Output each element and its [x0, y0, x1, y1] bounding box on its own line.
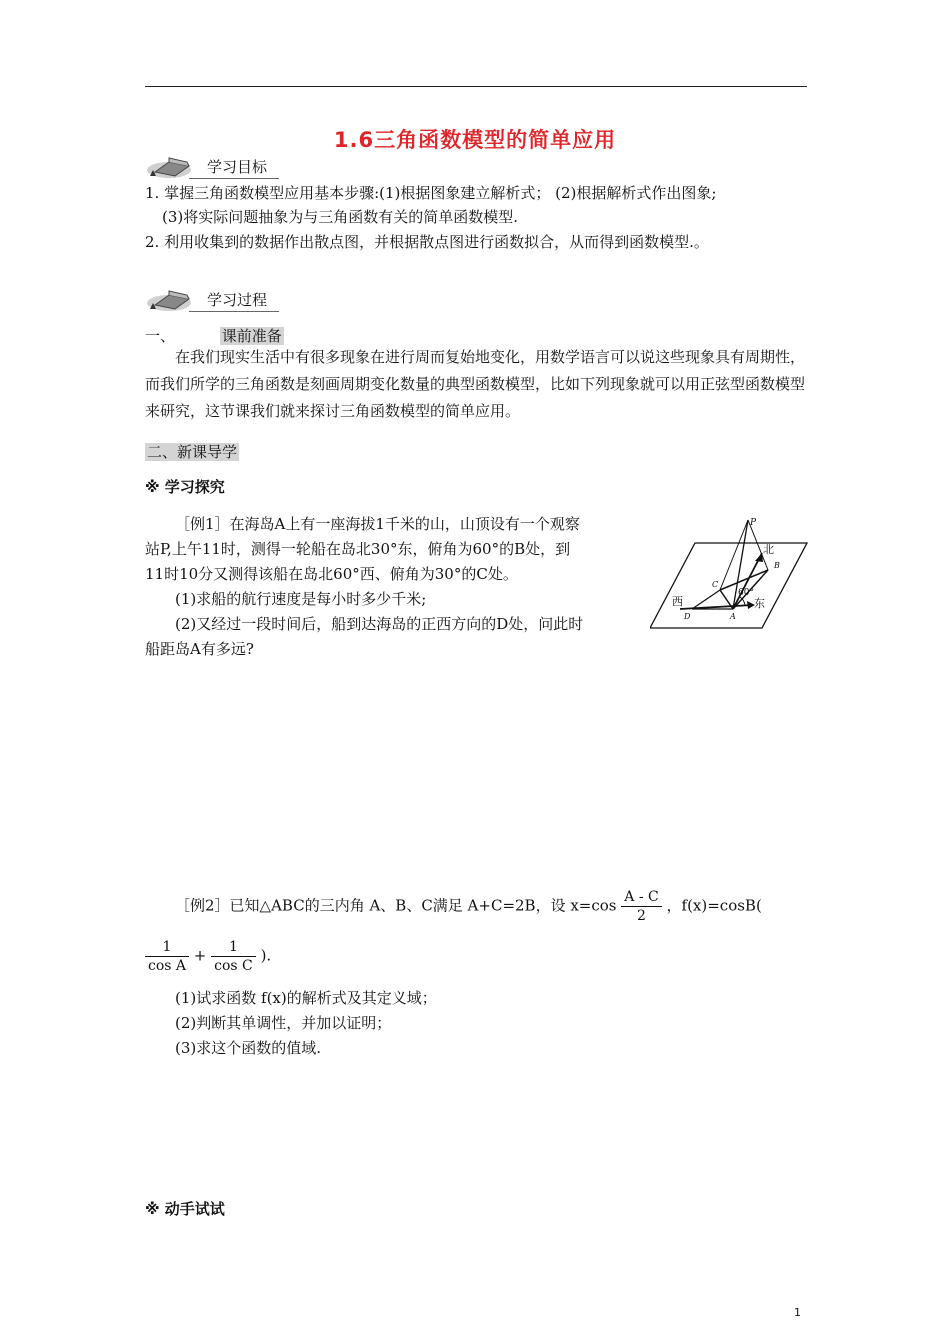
- part2-title: 二、新课导学: [147, 443, 238, 461]
- example-2-question-3: (3)求这个函数的值域.: [175, 1039, 322, 1057]
- example-1-question-2a: (2)又经过一段时间后，船到达海岛的正西方向的D处，问此时: [175, 615, 584, 633]
- example-1-line-2: 站P,上午11时，测得一轮船在岛北30°东，俯角为60°的B处，到: [145, 540, 571, 558]
- heading-underline: [189, 311, 279, 312]
- example-2-intro: ［例2］已知△ABC的三内角 A、B、C满足 A+C=2B，设 x=cos: [175, 896, 617, 915]
- fraction-numerator: 1: [145, 938, 189, 957]
- part2-heading: [145, 441, 239, 463]
- example-1-line-1: ［例1］在海岛A上有一座海拔1千米的山，山顶设有一个观察: [175, 515, 580, 533]
- fraction-a-minus-c-over-2: [621, 888, 661, 925]
- part1-paragraph: 在我们现实生活中有很多现象在进行周而复始地变化，用数学语言可以说这些现象具有周期性，而我们所学的三角函数是刻画周期变化数量的典型函数模型，比如下列现象就可以用正弦型函数模型来研究，这节课我们就来探讨三角函数模型的简单应用。: [145, 348, 806, 420]
- label-p: P: [750, 518, 757, 528]
- example-1-question-1: (1)求船的航行速度是每小时多少千米;: [175, 590, 427, 608]
- section-heading-goals: [145, 150, 305, 184]
- plus-sign: +: [193, 946, 207, 965]
- section-heading-label: 学习目标: [207, 158, 268, 176]
- header-rule: [145, 86, 807, 87]
- goal-item-2: 2. 利用收集到的数据作出散点图，并根据散点图进行函数拟合，从而得到函数模型.。: [145, 233, 709, 251]
- explore-title: ※ 学习探究: [145, 478, 225, 496]
- example-1-figure: [650, 515, 810, 635]
- example-2-mid: ，f(x)=cosB(: [666, 896, 762, 915]
- fraction-denominator: cos C: [214, 958, 253, 974]
- fraction-one-over-cos-a: [145, 938, 189, 975]
- section-heading-label: 学习过程: [207, 291, 268, 309]
- example-2-formula-line-1: [145, 888, 810, 925]
- north-arrow-head: [755, 553, 763, 562]
- example-2-end: ).: [260, 946, 272, 965]
- part1-title: 课前准备: [221, 327, 282, 345]
- label-west: 西: [672, 595, 683, 608]
- goal-item-1-line-2: (3)将实际问题抽象为与三角函数有关的简单函数模型.: [162, 208, 519, 226]
- page-title: 1.6三角函数模型的简单应用: [333, 128, 617, 152]
- page-number: 1: [794, 1306, 801, 1319]
- part1-label: 一、: [145, 327, 176, 345]
- goal-item-1-line-1: 1. 掌握三角函数模型应用基本步骤:(1)根据图象建立解析式； (2)根据解析式作出图象;: [145, 184, 717, 202]
- fraction-denominator: cos A: [148, 958, 187, 974]
- try-title: ※ 动手试试: [145, 1200, 225, 1218]
- label-c: C: [712, 580, 719, 589]
- example-1-line-3: 11时10分又测得该船在岛北60°西、俯角为30°的C处。: [145, 565, 518, 583]
- label-d: D: [684, 612, 691, 621]
- section-heading-process: [145, 283, 305, 317]
- fraction-one-over-cos-c: [211, 938, 256, 975]
- horizontal-plane: [650, 543, 807, 628]
- label-east: 东: [754, 597, 765, 610]
- fraction-denominator: 2: [637, 908, 646, 924]
- example-2-question-2: (2)判断其单调性，并加以证明；: [175, 1014, 392, 1032]
- example-2-formula-line-2: [145, 938, 271, 975]
- example-1: [145, 512, 635, 662]
- heading-underline: [189, 178, 279, 179]
- label-b: B: [774, 561, 780, 570]
- label-north: 北: [763, 543, 774, 556]
- fraction-numerator: 1: [211, 938, 256, 957]
- example-2-questions: [175, 986, 437, 1061]
- example-2-question-1: (1)试求函数 f(x)的解析式及其定义域；: [175, 989, 437, 1007]
- fraction-numerator: A - C: [621, 888, 661, 907]
- label-angle: 60°: [738, 588, 754, 598]
- label-a: A: [730, 612, 736, 621]
- example-1-question-2b: 船距岛A有多远?: [145, 640, 254, 658]
